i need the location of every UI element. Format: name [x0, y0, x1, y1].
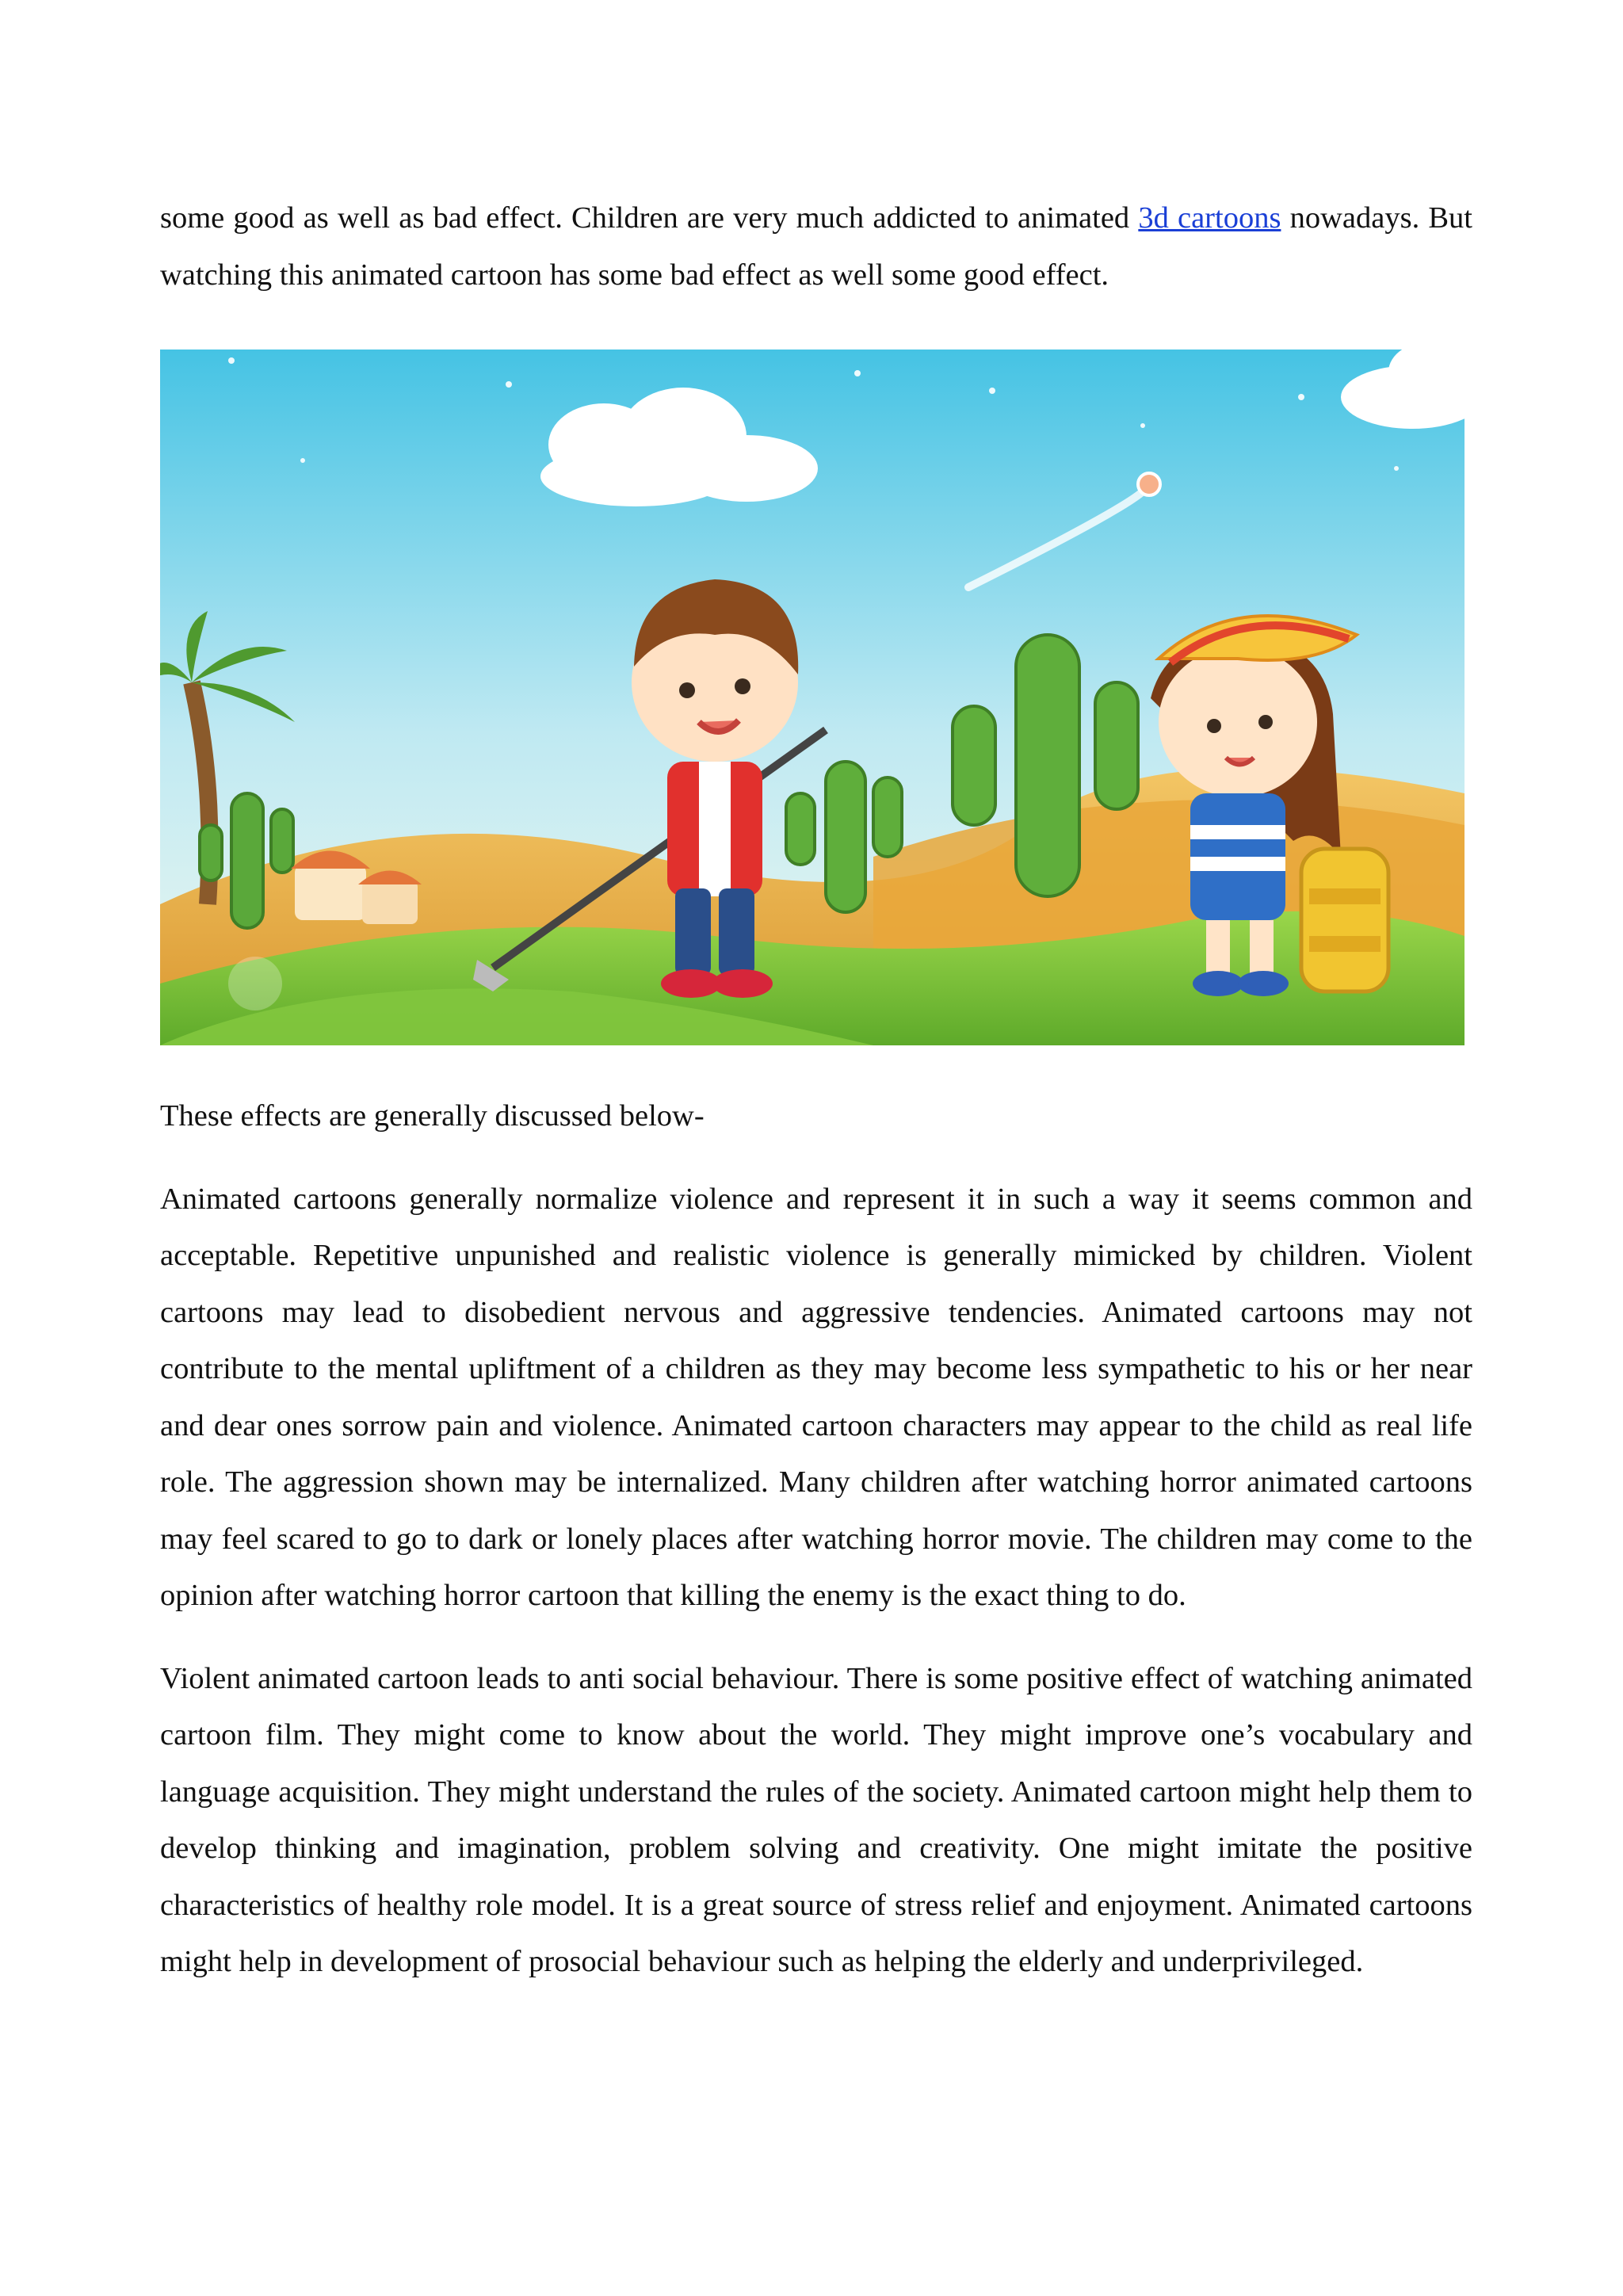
intro-paragraph [160, 190, 1472, 304]
intro-text-before-link: some good as well as bad effect. Children are very much addicted to animated [160, 201, 1139, 235]
cartoon-children-illustration [160, 350, 1465, 1045]
ball-icon [1138, 473, 1160, 495]
document-page [160, 190, 1472, 2017]
golf-bag-icon [1301, 849, 1388, 991]
paragraph-negative-effects: Animated cartoons generally normalize violence and represent it in such a way it seems common and acceptable. Repetitive unpunished and realistic violence is generally mimicked by children. Violent cartoons may lead to disobedient nervous and aggressive tendencies. Animated cartoons may not contribute to the mental upliftment of a children as they may become less sympathetic to his or her near and dear ones sorrow pain and violence. Animated cartoon characters may appear to the child as real life role. The aggression shown may be internalized. Many children after watching horror animated cartoons may feel scared to go to dark or lonely places after watching horror movie. The children may come to the opinion after watching horror cartoon that killing the enemy is the exact thing to do. [160, 1182, 1472, 1612]
watermark-icon [228, 957, 282, 1010]
intro-text-after-link: nowadays. But watching this animated cartoon has some bad effect as well some good effect. [160, 201, 1472, 292]
cartoons-link[interactable]: 3d cartoons [1138, 201, 1281, 235]
paragraph-positive-effects: Violent animated cartoon leads to anti social behaviour. There is some positive effect of watching animated cartoon film. They might come to know about the world. They might improve one’s vocabulary and language acquisition. They might understand the rules of the society. Animated cartoon might help them to develop thinking and imagination, problem solving and creativity. One might imitate the positive characteristics of healthy role model. It is a great source of stress relief and enjoyment. Animated cartoons might help in development of prosocial behaviour such as helping the elderly and underprivileged. [160, 1661, 1472, 1978]
discussion-intro: These effects are generally discussed below- [160, 1099, 705, 1133]
